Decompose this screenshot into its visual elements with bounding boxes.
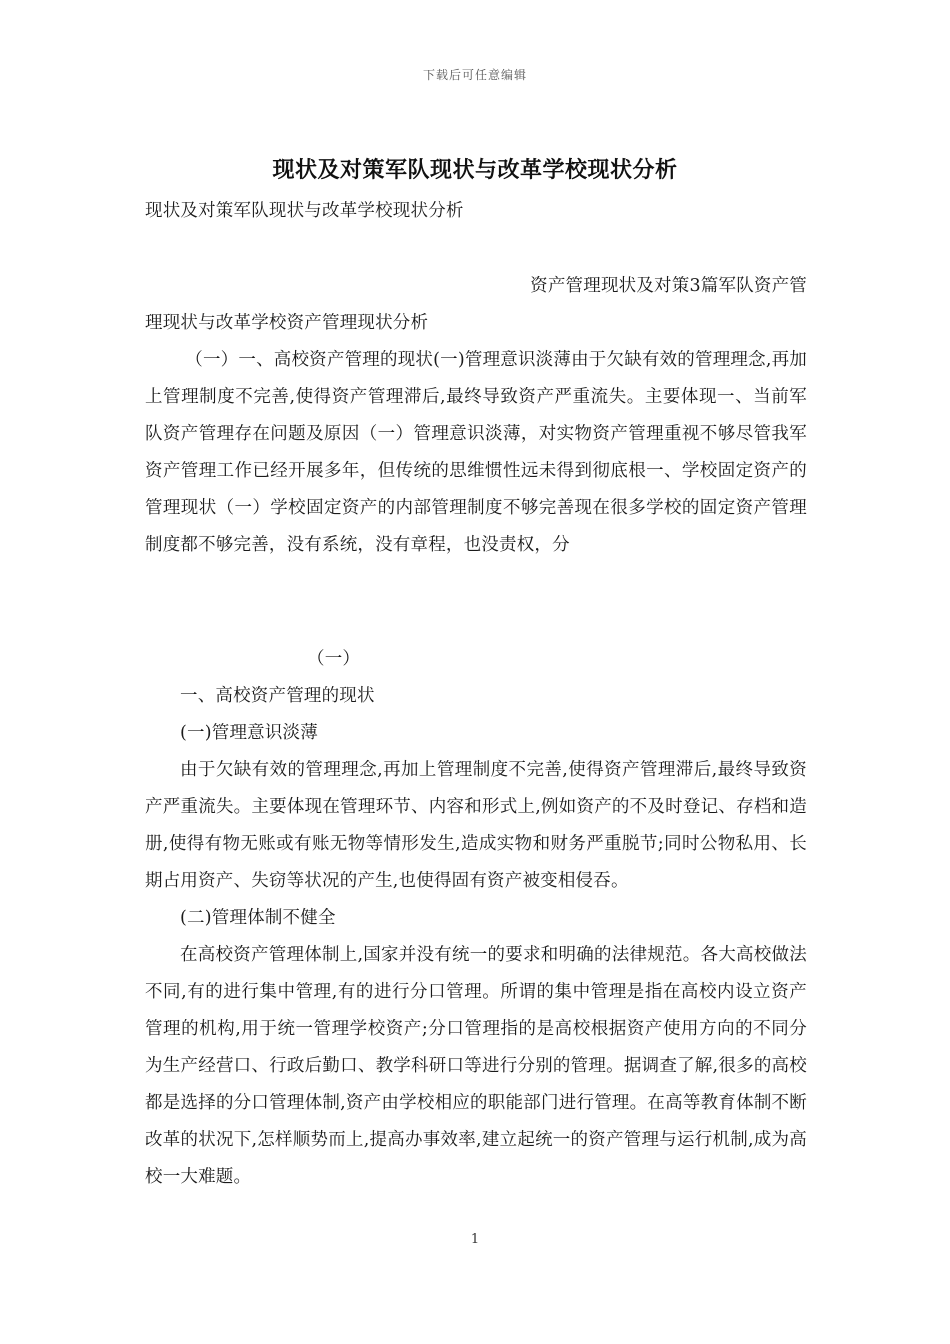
document-subtitle: 现状及对策军队现状与改革学校现状分析 bbox=[145, 201, 464, 221]
summary-paragraph: （一）一、高校资产管理的现状(一)管理意识淡薄由于欠缺有效的管理理念,再加上管理制度不完善,使得资产管理滞后,最终导致资产严重流失。主要体现一、当前军队资产管理存在问题及原因（一）管理意识淡薄，对实物资产管理重视不够尽管我军资产管理工作已经开展多年，但传统的思维惯性远未得到彻底根一、学校固定资产的管理现状（一）学校固定资产的内部管理制度不够完善现在很多学校的固定资产管理制度都不够完善，没有系统，没有章程，也没责权，分 bbox=[145, 350, 807, 555]
sub-heading-2: (二)管理体制不健全 bbox=[180, 908, 336, 928]
intro-section bbox=[145, 268, 807, 564]
paragraph-1: 由于欠缺有效的管理理念,再加上管理制度不完善,使得资产管理滞后,最终导致资产严重流失。主要体现在管理环节、内容和形式上,例如资产的不及时登记、存档和造册,使得有物无账或有账无物等情形发生,造成实物和财务严重脱节;同时公物私用、长期占用资产、失窃等状况的产生,也使得固有资产被变相侵吞。 bbox=[145, 760, 807, 891]
document-title: 现状及对策军队现状与改革学校现状分析 bbox=[272, 157, 678, 183]
sub-heading-1: (一)管理意识淡薄 bbox=[180, 723, 318, 743]
paragraph-2: 在高校资产管理体制上,国家并没有统一的要求和明确的法律规范。各大高校做法不同,有的进行集中管理,有的进行分口管理。所谓的集中管理是指在高校内设立资产管理的机构,用于统一管理学校资产;分口管理指的是高校根据资产使用方向的不同分为生产经营口、行政后勤口、教学科研口等进行分别的管理。据调查了解,很多的高校都是选择的分口管理体制,资产由学校相应的职能部门进行管理。在高等教育体制不断改革的状况下,怎样顺势而上,提高办事效率,建立起统一的资产管理与运行机制,成为高校一大难题。 bbox=[145, 945, 807, 1187]
main-section bbox=[145, 641, 807, 1196]
intro-continue-line: 理现状与改革学校资产管理现状分析 bbox=[145, 313, 429, 333]
section-heading-1: 一、高校资产管理的现状 bbox=[180, 686, 375, 706]
section-mark: （一） bbox=[307, 649, 361, 669]
page-header-note: 下载后可任意编辑 bbox=[422, 68, 527, 82]
page-number: 1 bbox=[470, 1232, 480, 1247]
intro-right-line: 资产管理现状及对策3篇军队资产管 bbox=[530, 276, 807, 296]
